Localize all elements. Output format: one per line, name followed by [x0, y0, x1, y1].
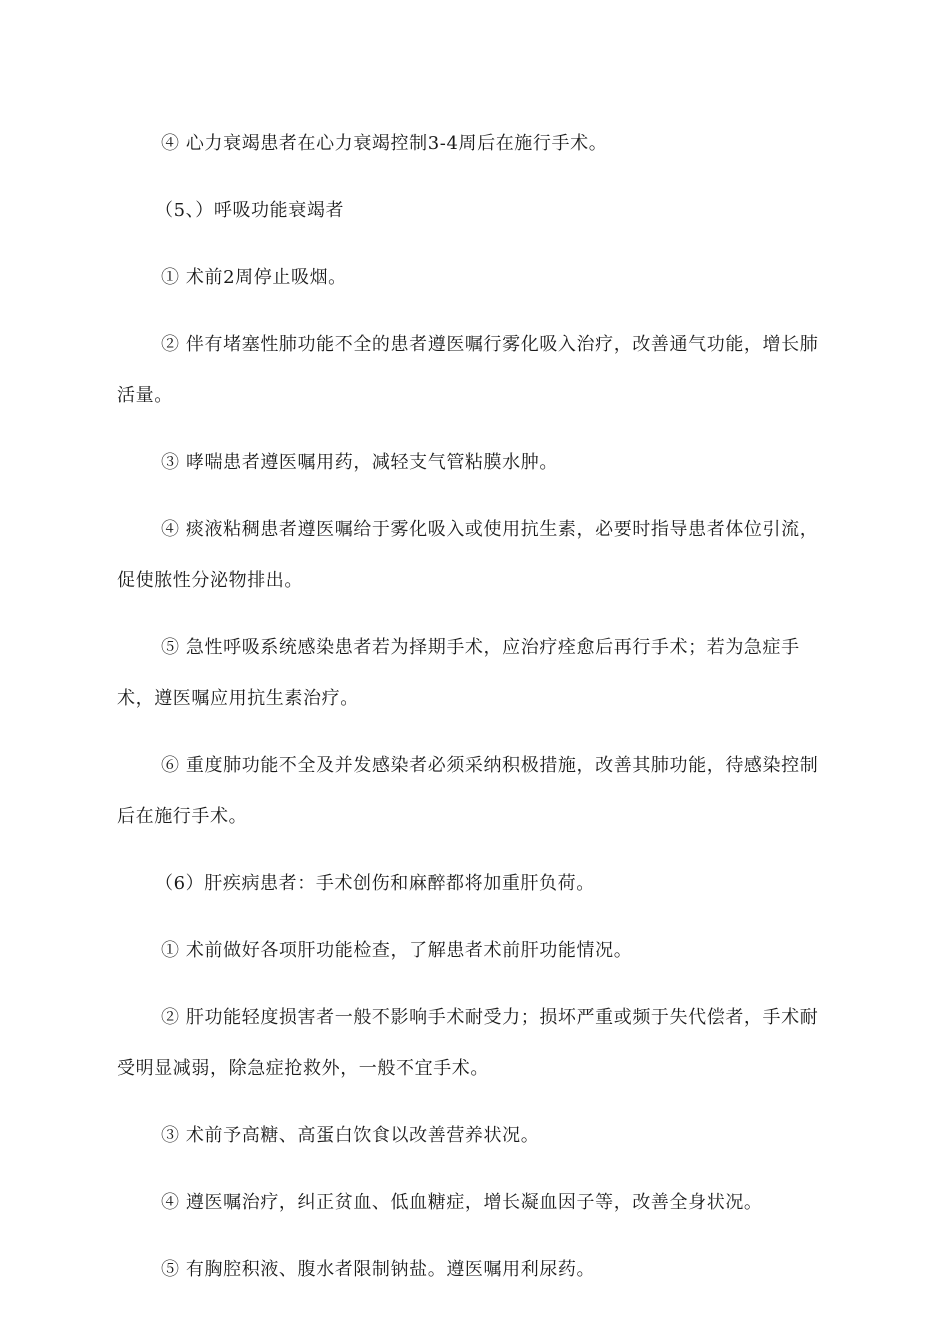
paragraph-heart-failure-item-4: ④ 心力衰竭患者在心力衰竭控制3-4周后在施行手术。 — [161, 133, 608, 154]
paragraph-liver-item-3: ③ 术前予高糖、高蛋白饮食以改善营养状况。 — [161, 1125, 540, 1146]
document-body — [117, 118, 835, 1311]
paragraph-liver-item-5: ⑤ 有胸腔积液、腹水者限制钠盐。遵医嘱用利尿药。 — [161, 1259, 596, 1280]
paragraph-respiratory-item-4: ④ 痰液粘稠患者遵医嘱给于雾化吸入或使用抗生素，必要时指导患者体位引流，促使脓性分泌物排出。 — [117, 519, 819, 591]
paragraph-respiratory-item-3: ③ 哮喘患者遵医嘱用药，减轻支气管粘膜水肿。 — [161, 452, 558, 473]
paragraph-liver-item-1: ① 术前做好各项肝功能检查，了解患者术前肝功能情况。 — [161, 940, 633, 961]
paragraph-respiratory-item-5: ⑤ 急性呼吸系统感染患者若为择期手术，应治疗痊愈后再行手术；若为急症手术，遵医嘱应用抗生素治疗。 — [117, 637, 800, 709]
paragraph-respiratory-item-2: ② 伴有堵塞性肺功能不全的患者遵医嘱行雾化吸入治疗，改善通气功能，增长肺活量。 — [117, 334, 819, 406]
paragraph-respiratory-item-1: ① 术前2周停止吸烟。 — [161, 267, 347, 288]
paragraph-liver-item-4: ④ 遵医嘱治疗，纠正贫血、低血糖症，增长凝血因子等，改善全身状况。 — [161, 1192, 763, 1213]
section-heading-respiratory: （5、）呼吸功能衰竭者 — [155, 200, 345, 221]
paragraph-liver-item-2: ② 肝功能轻度损害者一般不影响手术耐受力；损坏严重或频于失代偿者，手术耐受明显减弱，除急症抢救外，一般不宜手术。 — [117, 1007, 819, 1079]
section-heading-liver: （6）肝疾病患者：手术创伤和麻醉都将加重肝负荷。 — [155, 873, 595, 894]
paragraph-respiratory-item-6: ⑥ 重度肺功能不全及并发感染者必须采纳积极措施，改善其肺功能，待感染控制后在施行手术。 — [117, 755, 819, 827]
